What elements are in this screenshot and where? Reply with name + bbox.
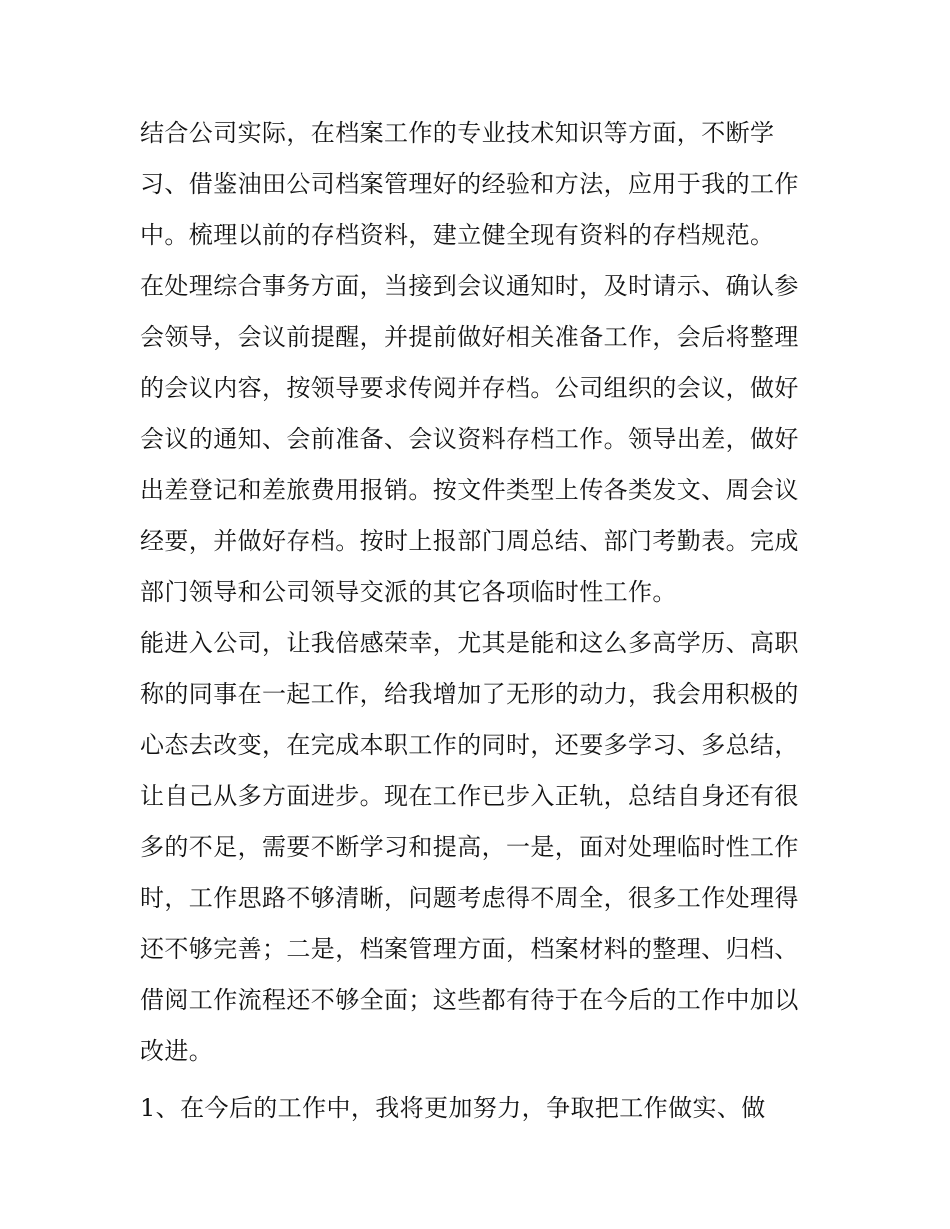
text-line: 多的不足，需要不断学习和提高，一是，面对处理临时性工作 [140,833,799,861]
text-line: 能进入公司，让我倍感荣幸，尤其是能和这么多高学历、高职 [140,629,799,657]
paragraph-future-plan [140,1083,820,1134]
text-line: 还不够完善；二是，档案管理方面，档案材料的整理、归档、 [140,935,799,963]
text-line: 中。梳理以前的存档资料，建立健全现有资料的存档规范。 [140,221,775,249]
text-line: 的会议内容，按领导要求传阅并存档。公司组织的会议，做好 [140,374,799,402]
text-line: 会领导，会议前提醒，并提前做好相关准备工作，会后将整理 [140,323,799,351]
text-line: 在处理综合事务方面，当接到会议通知时，及时请示、确认参 [140,272,799,300]
text-line: 让自己从多方面进步。现在工作已步入正轨，总结自身还有很 [140,782,799,810]
text-line: 称的同事在一起工作，给我增加了无形的动力，我会用积极的 [140,680,799,708]
text-line: 习、借鉴油田公司档案管理好的经验和方法，应用于我的工作 [140,170,799,198]
paragraph-general-affairs [140,261,820,618]
paragraph-self-assessment [140,618,820,1077]
text-line: 1、在今后的工作中，我将更加努力，争取把工作做实、做 [140,1094,766,1122]
text-line: 部门领导和公司领导交派的其它各项临时性工作。 [140,578,677,606]
text-line: 心态去改变，在完成本职工作的同时，还要多学习、多总结， [140,731,799,759]
text-line: 结合公司实际，在档案工作的专业技术知识等方面，不断学 [140,119,775,147]
document-body [140,108,820,1134]
text-line: 出差登记和差旅费用报销。按文件类型上传各类发文、周会议 [140,476,799,504]
text-line: 时，工作思路不够清晰，问题考虑得不周全，很多工作处理得 [140,884,799,912]
text-line: 改进。 [140,1037,214,1065]
paragraph-archive-work [140,108,820,261]
text-line: 借阅工作流程还不够全面；这些都有待于在今后的工作中加以 [140,986,799,1014]
text-line: 经要，并做好存档。按时上报部门周总结、部门考勤表。完成 [140,527,799,555]
text-line: 会议的通知、会前准备、会议资料存档工作。领导出差，做好 [140,425,799,453]
